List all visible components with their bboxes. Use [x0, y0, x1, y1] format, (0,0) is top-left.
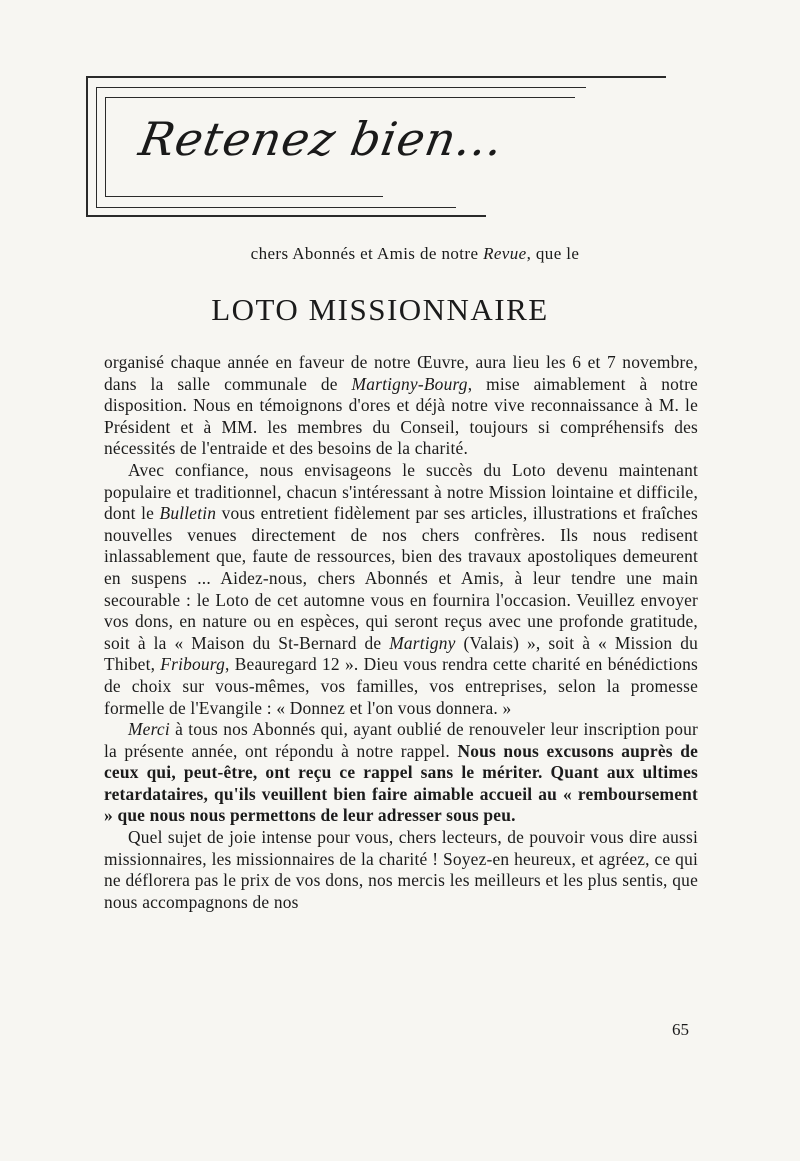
page-number: 65 — [672, 1020, 689, 1039]
p2-italic-3: Fribourg — [160, 654, 226, 675]
p2-text-c: (Valais) », soit à « Mission du Thibet, — [104, 632, 698, 675]
frame-rule-bottom-inner — [105, 196, 383, 197]
p2-text-d: , Beauregard 12 ». Dieu vous rendra cette charité en bénédictions de choix sur vous-mêmes, vos familles, vos entreprises, selon la promesse formelle de l'Evangile : « Donnez et l'on vous donnera. » — [104, 654, 698, 718]
frame-rule-top-mid — [96, 87, 586, 88]
frame-rule-bottom-mid — [96, 207, 456, 208]
intro-italic: Revue — [483, 244, 527, 263]
p1-italic: Martigny-Bourg — [351, 373, 468, 394]
p3-bold: Nous nous excusons auprès de ceux qui, peut-être, ont reçu ce rappel sans le mériter. Quant aux ultimes retardataires, qu'ils veuillent bien faire aimable accueil au « remboursement » que nous nous permettons de leur adresser sous peu. — [104, 740, 698, 826]
intro-line — [0, 244, 800, 264]
p1-text: organisé chaque année en faveur de notre Œuvre, aura lieu les 6 et 7 novembre, dans la salle communale de — [104, 352, 698, 394]
p2-text-b: vous entretient fidèlement par ses articles, illustrations et fraîches nouvelles venues directement de nos chers confrères. Ils nous redisent inlassablement que, faute de ressources, bien des travaux apostoliques demeurent en suspens ... Aidez-nous, chers Abonnés et Amis, à leur tendre une main secourable : le Loto de cet automne vous en fournira l'occasion. Veuillez envoyer vos dons, en nature ou en espèces, qui seront reçus avec une profonde gratitude, soit à la « Maison du St-Bernard de — [104, 503, 698, 653]
article-body — [104, 352, 698, 913]
p2-italic-1: Bulletin — [159, 503, 217, 524]
intro-post: , que le — [526, 244, 580, 263]
frame-rule-left-inner — [105, 97, 106, 196]
p3-text: à tous nos Abonnés qui, ayant oublié de renouveler leur inscription pour la présente année, ont répondu à notre rappel. — [104, 719, 698, 761]
p2-text-a: Avec confiance, nous envisageons le succès du Loto devenu maintenant populaire et traditionnel, chacun s'intéressant à notre Mission lointaine et difficile, dont le — [104, 459, 698, 524]
paragraph-4 — [104, 827, 698, 913]
frame-rule-top-outer — [86, 76, 666, 78]
p2-italic-2: Martigny — [389, 632, 456, 653]
frame-rule-bottom-outer — [86, 215, 486, 217]
frame-rule-left-mid — [96, 87, 97, 207]
section-heading: Retenez bien... — [135, 112, 508, 166]
frame-rule-top-inner — [105, 97, 575, 98]
p1-text-end: , mise aimablement à notre disposition. Nous en témoignons d'ores et déjà notre vive reconnaissance à M. le Président et à MM. les membres du Conseil, toujours si compréhensifs des nécessités de l'entraide et des besoins de la charité. — [104, 373, 698, 459]
p4-text: Quel sujet de joie intense pour vous, chers lecteurs, de pouvoir vous dire aussi missionnaires, les missionnaires de la charité ! Soyez-en heureux, et agréez, ce qui ne déflorera pas le prix de vos dons, nos mercis les meilleurs et les plus sentis, que nous accompagnons de nos — [104, 827, 698, 912]
paragraph-3 — [104, 719, 698, 827]
paragraph-2 — [104, 460, 698, 719]
main-title: LOTO MISSIONNAIRE — [211, 292, 549, 327]
paragraph-1 — [104, 352, 698, 460]
frame-rule-left-outer — [86, 76, 88, 216]
intro-pre: chers Abonnés et Amis de notre — [250, 244, 484, 263]
p3-italic: Merci — [128, 719, 170, 740]
